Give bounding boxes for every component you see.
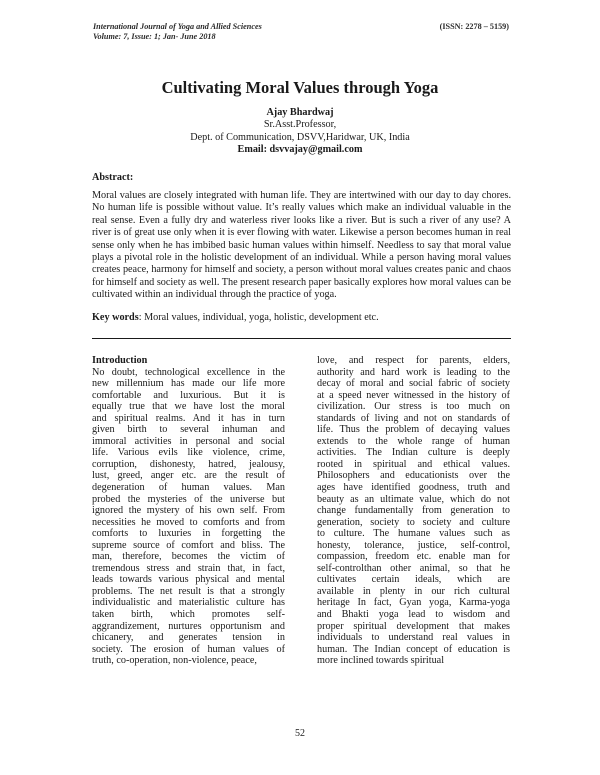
text-line: taken birth, which promotes self- — [92, 609, 285, 621]
text-line: life. Various evils like violence, crime, — [92, 447, 285, 459]
keywords-text: : Moral values, individual, yoga, holistic, development etc. — [138, 311, 379, 323]
text-line: beauty as an ultimate value, which do not — [317, 493, 510, 505]
keywords-label: Key words — [92, 311, 139, 323]
author-position: Sr.Asst.Professor, — [263, 119, 337, 131]
text-line: and Bhakti yoga lead to wisdom and — [317, 609, 510, 621]
text-line: and spiritual realms. And it has in turn — [92, 412, 285, 424]
paper-title: Cultivating Moral Values through Yoga — [161, 78, 439, 97]
text-line: at a speed never witnessed in the history of — [317, 389, 510, 401]
text-line: chicanery, and generates tension in — [92, 632, 285, 644]
text-line: more inclined towards spiritual — [317, 655, 445, 667]
text-line: available in plenty in our rich cultural — [317, 585, 510, 597]
text-line: given birth to several inhuman and — [92, 424, 285, 436]
text-line: cultivates certain ideals, which are — [317, 574, 510, 586]
text-line: activities. The Indian culture is deeply — [317, 447, 510, 459]
text-line: corruption, dishonesty, hatred, jealousy, — [92, 458, 285, 470]
text-line: individuals to understand real values in — [317, 632, 510, 644]
journal-volume: Volume: 7, Issue: 1; Jan- June 2018 — [93, 32, 216, 41]
text-line: lust, greed, anger etc. are the result of — [92, 470, 285, 482]
text-line: change fundamentally from generation to — [317, 505, 510, 517]
text-line: to culture. The humane values such as — [317, 528, 510, 540]
abstract-text: Moral values are closely integrated with human life. They are intertwined with our day to day chores. No human life is possible without value. It’s really values which make an individual valuable in the real sense. Even a fully dry and waterless river looks like a river. But is such a river of any use? A river is of great use only when it is ever flowing with water. Likewise a person becomes human in real sense only when he has imbibed basic human values within himself. Needless to say that moral value plays a pivotal role in the holistic development of an individual. While a person having moral values creates peace, harmony for himself and society, a person without moral values creates panic and chaos for himself and society as well. The present research paper basically explores how moral values can be cultivated within an individual through the practice of yoga. — [92, 190, 511, 301]
text-line: ignored the mystery of his own self. From — [92, 505, 285, 517]
text-line: No doubt, technological excellence in the — [92, 366, 285, 378]
author-block — [0, 107, 600, 157]
text-line: leads towards various physical and mental — [92, 574, 285, 586]
journal-info — [93, 22, 262, 42]
text-line: standards of living and not on standards of — [317, 412, 510, 424]
text-line: authority and hard work is leading to the — [317, 366, 510, 378]
abstract-heading: Abstract: — [92, 172, 134, 183]
abstract-section — [92, 171, 511, 324]
text-line: aggrandizement, nurtures opportunism and — [92, 620, 285, 632]
text-line: extends to the whole range of human — [317, 435, 510, 447]
text-line: compassion, freedom etc. enable man for — [317, 551, 510, 563]
text-line: tremendous stress and strain that, in fact, — [92, 562, 285, 574]
text-line: supreme source of comfort and bliss. The — [92, 539, 285, 551]
text-line: rooted in spiritual and ethical values. — [317, 458, 510, 470]
text-line: ages have identified goodness, truth and — [317, 482, 510, 494]
keywords — [92, 312, 511, 324]
right-column — [317, 355, 510, 667]
text-line: proper spiritual development that makes — [317, 620, 510, 632]
text-line: heritage In fact, Gyan yoga, Karma-yoga — [317, 597, 510, 609]
author-name: Ajay Bhardwaj — [266, 107, 334, 118]
section-divider — [92, 338, 511, 339]
journal-issn: (ISSN: 2278 – 5159) — [439, 22, 509, 31]
text-line: comfortable and luxurious. But it is — [92, 389, 285, 401]
text-line: equally true that we have lost the moral — [92, 401, 285, 413]
text-line: society. The erosion of human values of — [92, 643, 285, 655]
text-line: human. The Indian concept of education is — [317, 643, 510, 655]
text-line: comforts to luxuries in forgetting the — [92, 528, 285, 540]
text-line: decay of moral and social fabric of society — [317, 378, 510, 390]
introduction-heading: Introduction — [92, 355, 148, 366]
journal-name: International Journal of Yoga and Allied Sciences — [93, 22, 262, 31]
text-line: honesty, tolerance, justice, self-control, — [317, 539, 510, 551]
page-number: 52 — [295, 728, 305, 739]
text-line: man, therefore, becomes the victim of — [92, 551, 285, 563]
left-column — [92, 355, 285, 667]
text-line: problems. The net result is that a strongly — [92, 585, 285, 597]
text-line: probed the mysteries of the universe but — [92, 493, 285, 505]
text-line: degeneration of human values. Man — [92, 482, 285, 494]
author-email: Email: dsvvajay@gmail.com — [237, 144, 363, 156]
author-affiliation: Dept. of Communication, DSVV,Haridwar, UK, India — [190, 131, 410, 143]
text-line: civilization. Our stress is too much on — [317, 401, 510, 413]
text-line: Philosophers and educationists over the — [317, 470, 510, 482]
text-line: love, and respect for parents, elders, — [317, 355, 510, 366]
text-line: necessities he moved to comforts and from — [92, 516, 285, 528]
text-line: new millennium has made our life more — [92, 378, 285, 390]
text-line: individualistic and materialistic culture has — [92, 597, 285, 609]
text-line: self-controlthan other animal, so that he — [317, 562, 510, 574]
text-line: generation, society to society and culture — [317, 516, 510, 528]
text-line: immoral activities in personal and social — [92, 435, 285, 447]
text-line: truth, co-operation, non-violence, peace, — [92, 655, 257, 667]
text-line: life. Thus the problem of decaying values — [317, 424, 510, 436]
